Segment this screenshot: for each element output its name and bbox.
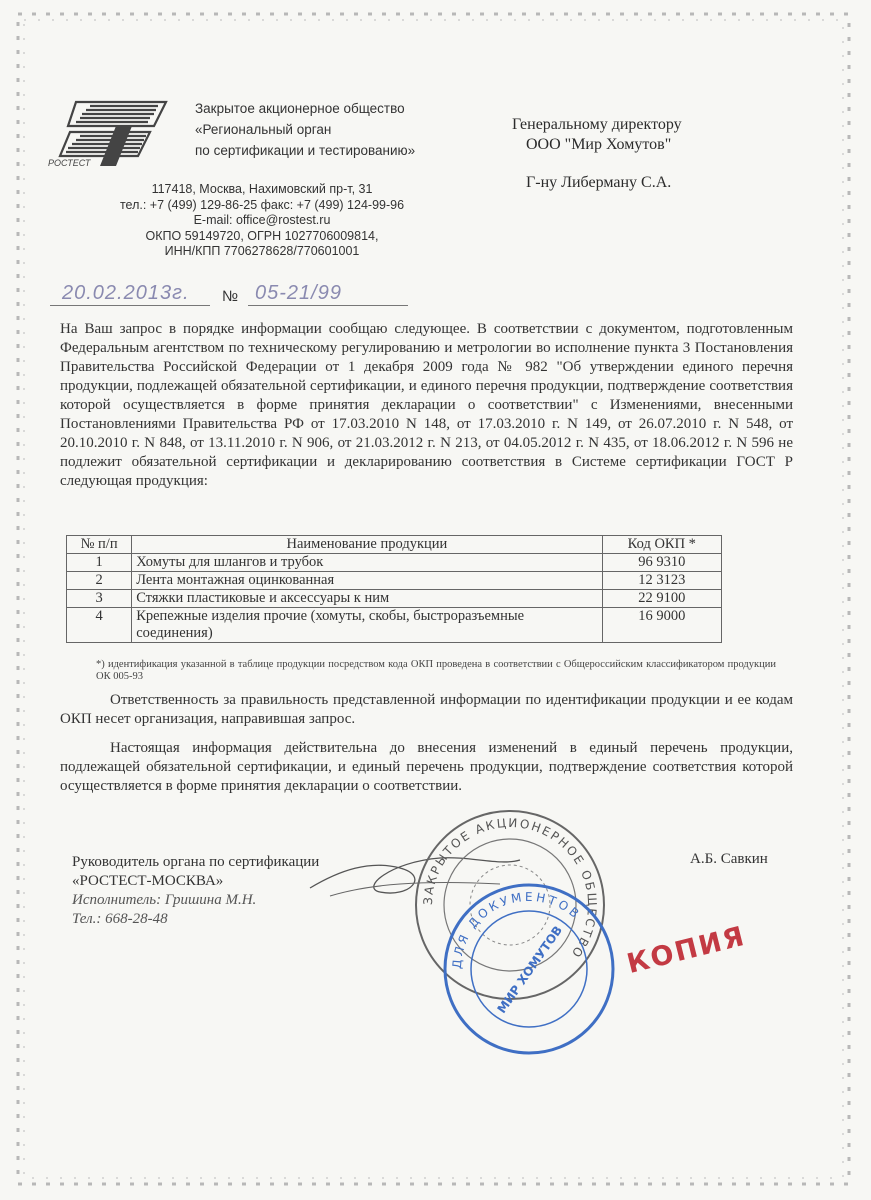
row-product-name: Стяжки пластиковые и аксессуары к ним	[132, 590, 602, 608]
recipient-company: ООО "Мир Хомутов"	[526, 136, 672, 153]
contacts-block	[74, 182, 450, 260]
organization-name	[195, 98, 415, 161]
table-row	[67, 554, 722, 572]
row-number: 2	[67, 572, 132, 590]
row-number: 4	[67, 608, 132, 643]
row-number: 3	[67, 590, 132, 608]
date-underline	[50, 305, 210, 306]
row-okp-code: 12 3123	[602, 572, 721, 590]
logo-text: РОСТЕСТ	[48, 158, 91, 168]
black-seal-text: ЗАКРЫТОЕ АКЦИОНЕРНОЕ ОБЩЕСТВО	[420, 815, 600, 962]
blue-seal-text: ДЛЯ ДОКУМЕНТОВ	[449, 889, 584, 970]
table-header-row	[67, 536, 722, 554]
blue-seal-center: МИР ХОМУТОВ	[494, 923, 566, 1016]
table-footnote: *) идентификация указанной в таблице продукции посредством кода ОКП проведена в соответствии с Общероссийским классификатором продукции ОК 005-93	[96, 659, 776, 682]
table-row	[67, 608, 722, 643]
signer-block	[72, 853, 319, 929]
body-paragraph-2: Ответственность за правильность представленной информации по идентификации продукции и ее кодам ОКП несет организация, направившая запрос.	[60, 692, 793, 727]
inn-kpp: ИНН/КПП 7706278628/770601001	[164, 244, 360, 258]
row-number: 1	[67, 554, 132, 572]
row-okp-code: 96 9310	[602, 554, 721, 572]
products-table	[66, 535, 722, 643]
recipient-block	[512, 115, 682, 193]
number-underline	[248, 305, 408, 306]
blue-round-seal	[440, 880, 618, 1058]
executor-phone: Тел.: 668-28-48	[72, 911, 168, 927]
row-okp-code: 22 9100	[602, 590, 721, 608]
org-line: «Региональный орган	[195, 122, 332, 137]
body-paragraph-1: На Ваш запрос в порядке информации сообщаю следующее. В соответствии с документом, подготовленным Федеральным агентством по техническому регулированию и метрологии во исполнение пункта 3 Постановления Правительства Российской Федерации от 1 декабря 2009 года № 982 "Об утверждении единого перечня продукции, подлежащей обязательной сертификации, и единого перечня продукции, подтверждение соответствия которой осуществляется в форме принятия декларации о соответствии" с Изменениями, внесенными Постановлениями Правительства РФ от 17.03.2010 N 148, от 17.03.2010 г. N 149, от 26.07.2010 г. N 548, от 20.10.2010 г. N 848, от 13.11.2010 г. N 906, от 21.03.2012 г. N 213, от 04.05.2012 г. N 435, от 18.06.2012 г. N 596 не подлежит обязательной сертификации и декларированию соответствия в Системе сертификации ГОСТ Р следующая продукция:	[60, 321, 793, 489]
phone-fax: тел.: +7 (499) 129-86-25 факс: +7 (499) 124-99-96	[119, 197, 405, 212]
okpo-ogrn: ОКПО 59149720, ОГРН 1027706009814,	[145, 228, 379, 243]
body-paragraph-3: Настоящая информация действительна до внесения изменений в единый перечень продукции, подлежащей обязательной сертификации, и единый перечень продукции, подтверждение соответствия которой осуществляется в форме принятия декларации о соответствии.	[60, 740, 793, 794]
signer-name: А.Б. Савкин	[690, 851, 768, 867]
table-row	[67, 572, 722, 590]
svg-text:ДЛЯ ДОКУМЕНТОВ	[450, 890, 584, 969]
header-okp-code: Код ОКП *	[602, 536, 721, 554]
header-number: № п/п	[67, 536, 132, 554]
header-product-name: Наименование продукции	[132, 536, 602, 554]
signer-position: Руководитель органа по сертификации	[72, 854, 320, 870]
row-product-name: Лента монтажная оцинкованная	[132, 572, 602, 590]
copy-mark-stamp: КОПИЯ	[624, 920, 749, 981]
email: E-mail: office@rostest.ru	[193, 213, 331, 227]
signer-organization: «РОСТЕСТ-МОСКВА»	[72, 873, 224, 889]
row-product-name: Крепежные изделия прочие (хомуты, скобы, быстроразъемные соединения)	[132, 608, 602, 643]
outgoing-reference	[50, 282, 420, 308]
org-line: Закрытое акционерное общество	[195, 101, 405, 116]
row-product-name: Хомуты для шлангов и трубок	[132, 554, 602, 572]
number-sign: №	[222, 288, 239, 305]
org-line: по сертификации и тестированию»	[195, 143, 416, 158]
executor: Исполнитель: Гришина М.Н.	[72, 892, 257, 908]
recipient-position: Генеральному директору	[512, 116, 682, 133]
outgoing-number: 05-21/99	[255, 282, 342, 304]
address: 117418, Москва, Нахимовский пр-т, 31	[151, 182, 373, 196]
outgoing-date: 20.02.2013г.	[62, 282, 190, 304]
recipient-person: Г-ну Либерману С.А.	[526, 174, 672, 191]
table-row	[67, 590, 722, 608]
row-okp-code: 16 9000	[602, 608, 721, 643]
rostest-logo	[46, 96, 174, 168]
